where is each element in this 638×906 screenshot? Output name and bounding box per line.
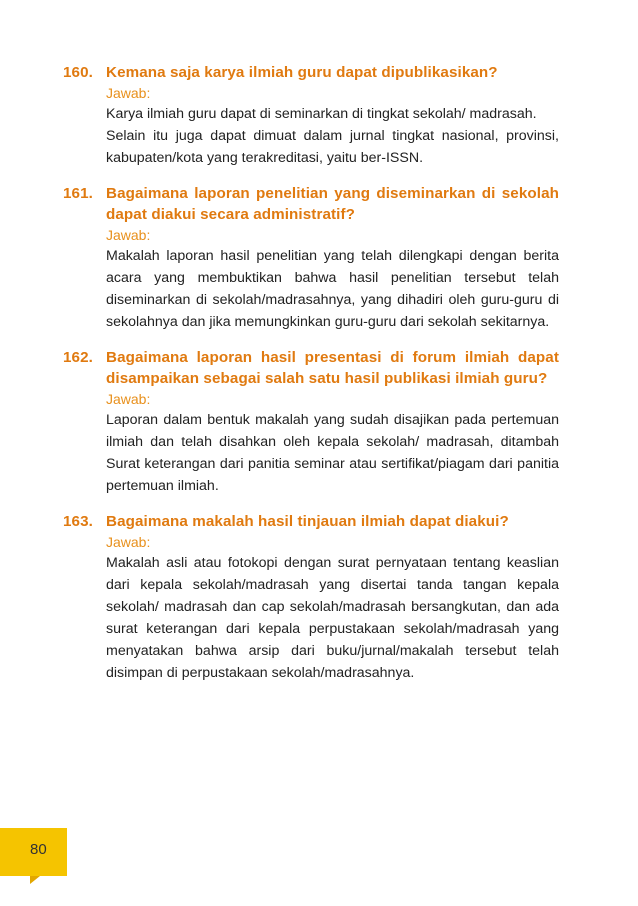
answer-label: Jawab: bbox=[106, 534, 151, 550]
answer-block bbox=[106, 389, 559, 497]
answer-label: Jawab: bbox=[106, 391, 151, 407]
question-number: 161. bbox=[63, 185, 93, 202]
question-heading bbox=[63, 183, 559, 225]
question-text: Bagaimana makalah hasil tinjauan ilmiah dapat diakui? bbox=[106, 513, 509, 530]
answer-label: Jawab: bbox=[106, 227, 151, 243]
question-number: 163. bbox=[63, 513, 93, 530]
page-number: 80 bbox=[30, 841, 47, 858]
qa-item-163 bbox=[63, 511, 559, 684]
answer-label: Jawab: bbox=[106, 85, 151, 101]
question-number: 162. bbox=[63, 349, 93, 366]
answer-paragraph: Karya ilmiah guru dapat di seminarkan di tingkat sekolah/ madrasah. bbox=[106, 106, 537, 122]
answer-paragraph: Laporan dalam bentuk makalah yang sudah disajikan pada pertemuan ilmiah dan telah disahkan oleh kepala sekolah/ madrasah, ditambah Surat keterangan dari panitia seminar atau sertifikat/piagam dari panitia pertemuan ilmiah. bbox=[106, 412, 559, 494]
answer-block bbox=[106, 532, 559, 684]
qa-item-160 bbox=[63, 62, 559, 169]
question-heading bbox=[63, 347, 559, 389]
answer-block bbox=[106, 83, 559, 169]
answer-paragraph: Makalah laporan hasil penelitian yang telah dilengkapi dengan berita acara yang membuktikan bahwa hasil penelitian tersebut telah diseminarkan di sekolah/madrasahnya, yang dihadiri oleh guru-guru di sekolahnya dan jika memungkinkan guru-guru dari sekolah sekitarnya. bbox=[106, 248, 559, 330]
answer-paragraph: Makalah asli atau fotokopi dengan surat pernyataan tentang keaslian dari kepala sekolah/madrasah yang disertai tanda tangan kepala sekolah/ madrasah dan cap sekolah/madrasah bersangkutan, dan ada surat keterangan dari kepala perpustakaan sekolah/madrasah yang menyatakan bahwa arsip dari buku/jurnal/makalah tersebut telah disimpan di perpustakaan sekolah/madrasahnya. bbox=[106, 555, 559, 681]
question-heading bbox=[63, 62, 559, 83]
answer-paragraph: Selain itu juga dapat dimuat dalam jurnal tingkat nasional, provinsi, kabupaten/kota yang terakreditasi, yaitu ber-ISSN. bbox=[106, 128, 559, 166]
answer-block bbox=[106, 225, 559, 333]
question-number: 160. bbox=[63, 64, 93, 81]
qa-content bbox=[63, 62, 559, 698]
question-text: Bagaimana laporan penelitian yang diseminarkan di sekolah dapat diakui secara administratif? bbox=[106, 185, 559, 223]
question-heading bbox=[63, 511, 559, 532]
question-text: Kemana saja karya ilmiah guru dapat dipublikasikan? bbox=[106, 64, 498, 81]
qa-item-161 bbox=[63, 183, 559, 333]
qa-item-162 bbox=[63, 347, 559, 497]
question-text: Bagaimana laporan hasil presentasi di forum ilmiah dapat disampaikan sebagai salah satu hasil publikasi ilmiah guru? bbox=[106, 349, 559, 387]
